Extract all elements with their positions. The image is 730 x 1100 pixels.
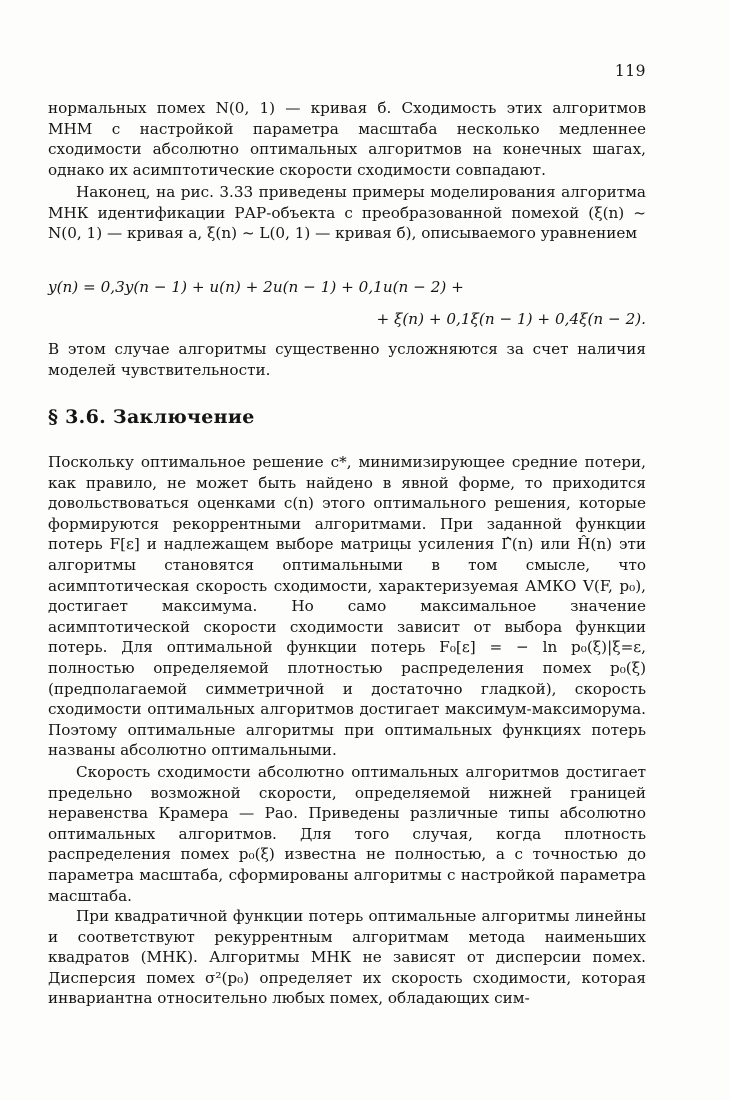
section-heading: § 3.6. Заключение	[48, 406, 255, 428]
paragraph-continuation: нормальных помех N(0, 1) — кривая б. Сходимость этих алгоритмов МНМ с настройкой параметра масштаба несколько медленнее сходимости абсолютно оптимальных алгоритмов на конечных шагах, однако их асимптотические скорости сходимости совпадают.	[48, 99, 646, 179]
page-number: 119	[614, 62, 646, 80]
equation-line-2: + ξ(n) + 0,1ξ(n − 1) + 0,4ξ(n − 2).	[376, 310, 646, 328]
paragraph-sensitivity-models: В этом случае алгоритмы существенно усложняются за счет наличия моделей чувствительности.	[48, 340, 646, 379]
paragraph-conclusion-optimal-solution: Поскольку оптимальное решение c*, минимизирующее средние потери, как правило, не может быть найдено в явной форме, то приходится довольствоваться оценками c(n) этого оптимального решения, которые формируются рекоррентными алгоритмами. При заданной функции потерь F[ε] и надлежащем выборе матрицы усиления Γ̂(n) или Ĥ(n) эти алгоритмы становятся оптимальными в том смысле, что асимптотическая скорость сходимости, характеризуемая АМКО V(F, p₀), достигает максимума. Но само максимальное значение асимптотической скорости сходимости зависит от выбора функции потерь. Для оптимальной функции потерь F₀[ε] = − ln p₀(ξ)|ξ=ε, полностью определяемой плотностью распределения помех p₀(ξ) (предполагаемой симметричной и достаточно гладкой), скорость сходимости оптимальных алгоритмов достигает максимум-максиморума. Поэтому оптимальные алгоритмы при оптимальных функциях потерь названы абсолютно оптимальными.	[48, 453, 646, 760]
equation-line-1: y(n) = 0,3y(n − 1) + u(n) + 2u(n − 1) + 0,1u(n − 2) +	[48, 278, 464, 296]
paragraph-convergence-rate: Скорость сходимости абсолютно оптимальных алгоритмов достигает предельно возможной скорости, определяемой нижней границей неравенства Крамера — Рао. Приведены различные типы абсолютно оптимальных алгоритмов. Для того случая, когда плотность распределения помех p₀(ξ) известна не полностью, а с точностью до параметра масштаба, сформированы алгоритмы с настройкой параметра масштаба.	[48, 763, 646, 905]
paragraph-simulation-example: Наконец, на рис. 3.33 приведены примеры моделирования алгоритма МНК идентификации РАР-объекта с преобразованной помехой (ξ(n) ~ N(0, 1) — кривая а, ξ(n) ~ L(0, 1) — кривая б), описываемого уравнением	[48, 183, 646, 243]
paragraph-quadratic-loss: При квадратичной функции потерь оптимальные алгоритмы линейны и соответствуют рекуррентным алгоритмам метода наименьших квадратов (МНК). Алгоритмы МНК не зависят от дисперсии помех. Дисперсия помех σ²(p₀) определяет их скорость сходимости, которая инвариантна относительно любых помех, обладающих сим-	[48, 907, 646, 1008]
book-page	[48, 0, 646, 1100]
